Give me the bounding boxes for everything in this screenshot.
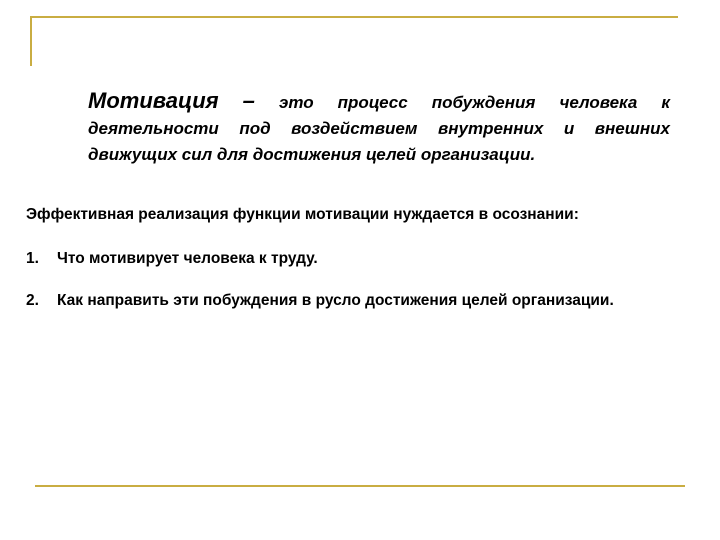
- definition-paragraph: [88, 88, 670, 168]
- definition-text: это процесс побуждения человека к деятельности под воздействием внутренних и внешних движущих сил для достижения целей организации.: [88, 93, 670, 164]
- list-item-number: 1.: [26, 250, 39, 267]
- left-decorative-rule: [30, 16, 32, 66]
- list-item: [26, 249, 716, 269]
- list-item: [26, 291, 716, 311]
- definition-term: Мотивация: [88, 88, 219, 113]
- statement-text: Эффективная реализация функции мотивации нуждается в осознании:: [26, 206, 579, 223]
- bottom-decorative-rule: [35, 485, 685, 487]
- list-item-text: Что мотивирует человека к труду.: [57, 250, 318, 267]
- definition-dash: –: [242, 88, 255, 113]
- list-item-text: Как направить эти побуждения в русло достижения целей организации.: [57, 292, 614, 309]
- list-item-number: 2.: [26, 292, 39, 309]
- questions-list: [26, 249, 716, 333]
- top-decorative-rule: [30, 16, 678, 18]
